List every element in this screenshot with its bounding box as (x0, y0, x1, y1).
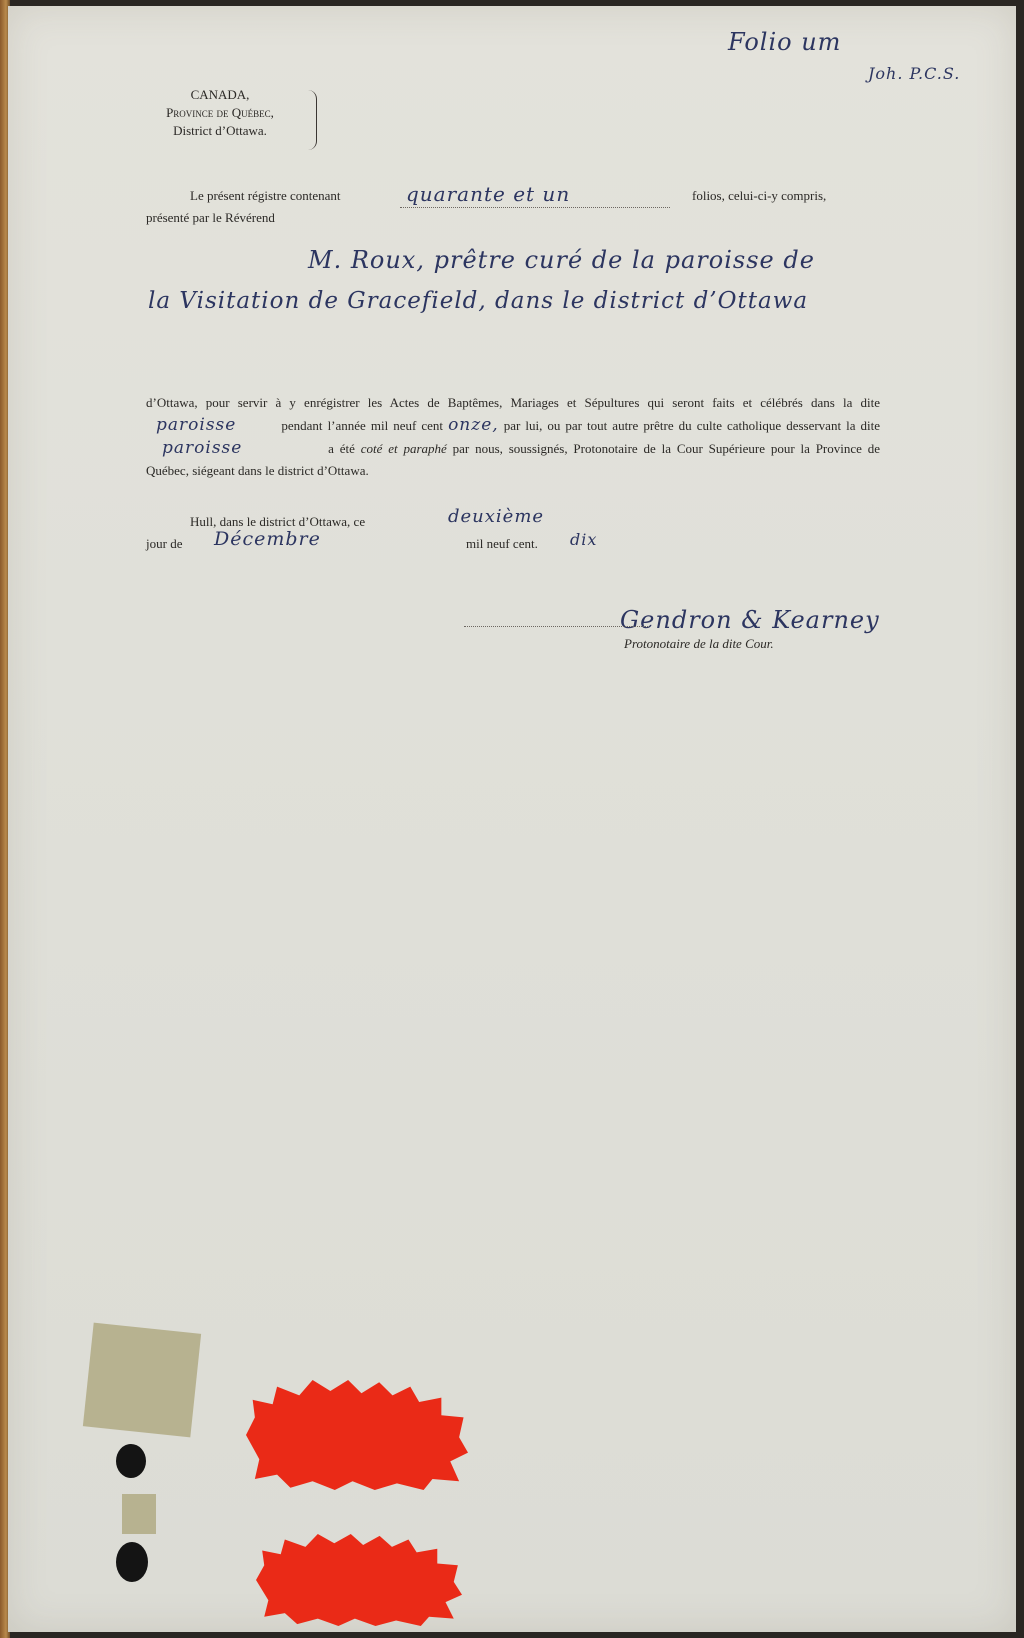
year-handwritten: dix (570, 530, 598, 549)
parish-handwritten-2: paroisse (162, 438, 243, 458)
folios-text: folios, celui-ci-y compris, (692, 188, 827, 203)
para-text-e: par nous, soussignés, Protonotaire de la Cour Supérieure pour la Province de Québec, siégeant dans le district d’Ottawa. (146, 441, 881, 478)
para-text-b: pendant l’année mil neuf cent (281, 418, 444, 433)
tape-residue-large (83, 1323, 201, 1438)
jour-de: jour de (146, 536, 183, 551)
para-text-c: par lui, ou par tout autre prêtre du culte catholique desservant la dite (503, 418, 881, 433)
tape-residue-small (122, 1494, 156, 1534)
signature-caption: Protonotaire de la dite Cour. (624, 636, 774, 651)
folio-initials: Joh. P.C.S. (868, 64, 961, 83)
presented-by: présenté par le Révérend (146, 210, 275, 225)
folio-annotation: Folio um (728, 28, 842, 56)
fill-line (400, 207, 670, 208)
year-text: mil neuf cent. (466, 536, 538, 551)
parish-handwritten-1: paroisse (156, 415, 237, 435)
wax-seal-lower (256, 1534, 462, 1626)
para-text-a: d’Ottawa, pour servir à y enrégistrer les Actes de Baptêmes, Mariages et Sépultures qui seront faits et célébrés dans la dite (146, 395, 880, 410)
day-handwritten: deuxième (448, 506, 545, 527)
folio-count-handwritten: quarante et un (406, 182, 571, 206)
reverend-line-1: M. Roux, prêtre curé de la paroisse de (308, 246, 815, 274)
jurisdiction-header (134, 86, 306, 140)
register-intro: Le présent régistre contenant (190, 188, 341, 203)
month-handwritten: Décembre (214, 528, 321, 550)
punch-hole-bottom (116, 1542, 148, 1582)
header-brace (308, 90, 317, 150)
punch-hole-top (116, 1444, 146, 1478)
reverend-line-2: la Visitation de Gracefield, dans le district d’Ottawa (148, 288, 809, 314)
signature-line (464, 626, 648, 627)
certification-paragraph (146, 392, 880, 482)
header-country: CANADA, (190, 87, 250, 102)
header-district: District d’Ottawa. (173, 123, 267, 138)
protonotary-signature: Gendron & Kearney (620, 606, 880, 634)
year-onze-handwritten: onze, (448, 415, 499, 435)
document-page (8, 6, 1016, 1632)
wax-seal-upper (246, 1380, 468, 1490)
header-province: Province de Québec, (166, 105, 274, 120)
hull-line: Hull, dans le district d’Ottawa, ce (190, 514, 366, 529)
para-emphasis: coté et paraphé (360, 441, 447, 456)
para-text-d: a été (328, 441, 355, 456)
